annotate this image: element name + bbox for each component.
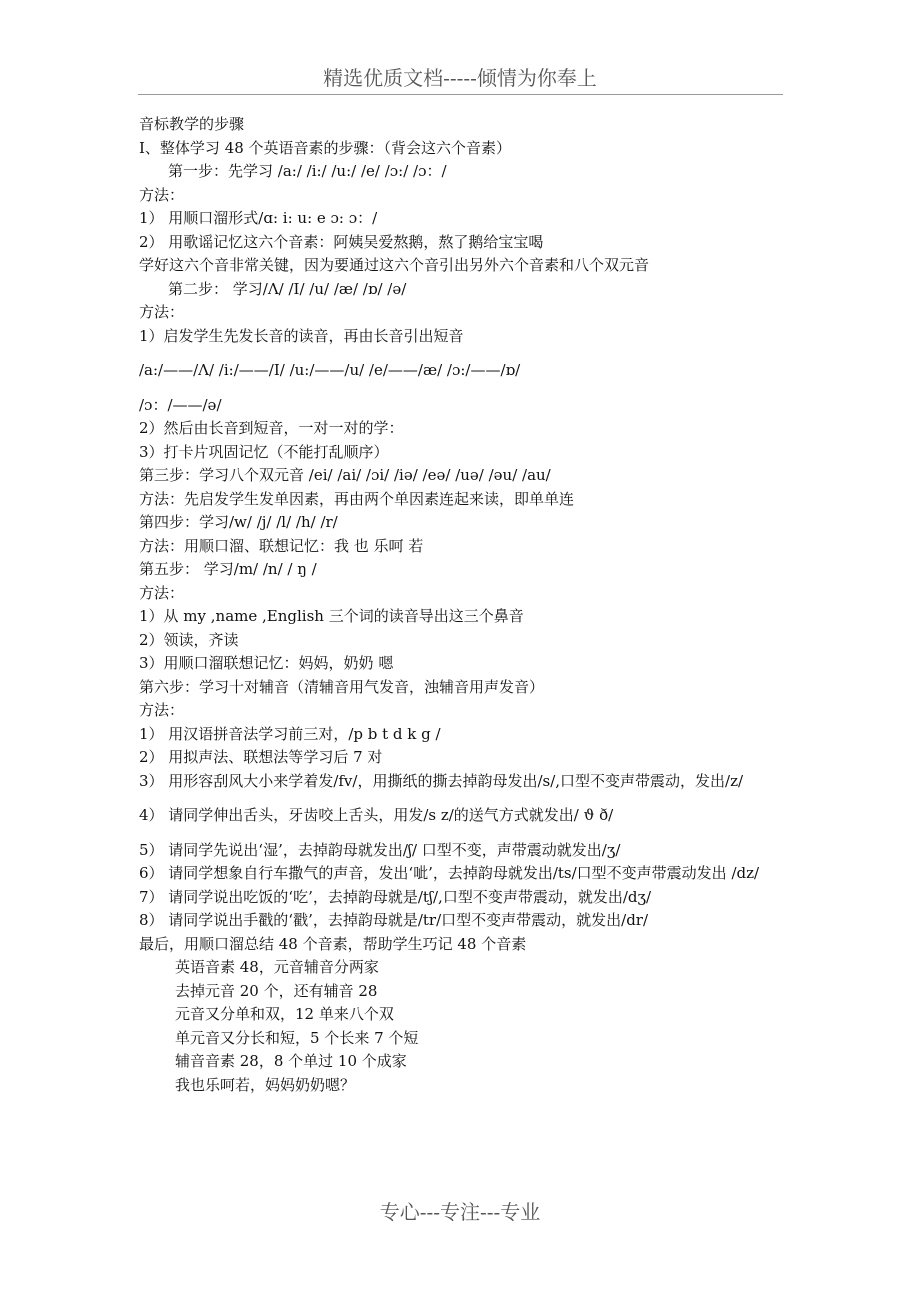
step-4-heading: 第四步：学习/w/ /j/ /l/ /h/ /r/ bbox=[139, 513, 338, 531]
text-line: 方法：用顺口溜、联想记忆：我 也 乐呵 若 bbox=[139, 536, 424, 555]
header-divider bbox=[138, 94, 783, 95]
text-line: 方法： bbox=[139, 185, 185, 204]
rhyme-line: 我也乐呵若，妈妈奶奶嗯？ bbox=[175, 1075, 356, 1094]
text-paragraph: 3） 用形容刮风大小来学着发/fv/，用撕纸的撕去掉韵母发出/s/,口型不变声带震动，发出/z/ bbox=[139, 771, 744, 790]
text-line: 2）领读，齐读 bbox=[139, 630, 239, 649]
phoneme-pairs-line: /a:/——/Λ/ /i:/——/I/ /u:/——/u/ /e/——/æ/ /ɔ:/——/ɒ/ bbox=[139, 361, 521, 379]
text-line: 2）然后由长音到短音，一对一对的学： bbox=[139, 419, 404, 437]
section-heading: Ⅰ、整体学习 48 个英语音素的步骤：（背会这六个音素） bbox=[139, 138, 512, 157]
rhyme-line: 元音又分单和双，12 单来八个双 bbox=[175, 1005, 394, 1023]
text-line: 3）用顺口溜联想记忆：妈妈，奶奶 嗯 bbox=[139, 654, 394, 672]
phoneme-pairs-line: /ɔ：/——/ə/ bbox=[139, 395, 222, 414]
text-line: 1） 用顺口溜形式/ɑ: i: u: e ɔ: ɔ：/ bbox=[139, 209, 378, 227]
text-line: 方法：先启发学生发单因素，再由两个单因素连起来读，即单单连 bbox=[139, 489, 575, 508]
text-line: 8） 请同学说出手戳的‘戳’，去掉韵母就是/tr/口型不变声带震动，就发出/dr/ bbox=[139, 911, 649, 929]
doc-title: 音标教学的步骤 bbox=[139, 115, 245, 133]
step-1-heading: 第一步：先学习 /a:/ /i:/ /u:/ /e/ /ɔ:/ /ɔ：/ bbox=[168, 162, 447, 180]
text-line: 方法： bbox=[139, 583, 185, 602]
text-line: 1） 用汉语拼音法学习前三对，/p b t d k g / bbox=[139, 724, 441, 743]
rhyme-line: 辅音音素 28，8 个单过 10 个成家 bbox=[175, 1052, 407, 1070]
document-body bbox=[139, 113, 784, 1097]
step-2-heading: 第二步： 学习/Λ/ /I/ /u/ /æ/ /ɒ/ /ə/ bbox=[168, 279, 407, 298]
text-line: 4） 请同学伸出舌头，牙齿咬上舌头，用发/s z/的送气方式就发出/ ϑ ð/ bbox=[139, 806, 614, 824]
text-paragraph: 6） 请同学想象自行车撒气的声音，发出‘呲’，去掉韵母就发出/ts/口型不变声带震动发出 /dz/ bbox=[139, 864, 760, 882]
step-3-heading: 第三步：学习八个双元音 /ei/ /ai/ /ɔi/ /iə/ /eə/ /uə/ /əu/ /au/ bbox=[139, 466, 551, 484]
summary-heading: 最后，用顺口溜总结 48 个音素，帮助学生巧记 48 个音素 bbox=[139, 934, 527, 953]
rhyme-line: 去掉元音 20 个，还有辅音 28 bbox=[175, 981, 378, 1000]
text-line: 学好这六个音非常关键，因为要通过这六个音引出另外六个音素和八个双元音 bbox=[139, 256, 650, 274]
text-line: 1）从 my ,name ,English 三个词的读音导出这三个鼻音 bbox=[139, 607, 524, 625]
rhyme-line: 单元音又分长和短，5 个长来 7 个短 bbox=[175, 1028, 419, 1047]
text-line: 方法： bbox=[139, 303, 185, 321]
page-footer: 专心---专注---专业 bbox=[379, 1200, 541, 1224]
text-line: 2） 用拟声法、联想法等学习后 7 对 bbox=[139, 748, 383, 766]
text-line: 7） 请同学说出吃饭的‘吃’，去掉韵母就是/tʃ/,口型不变声带震动，就发出/dʒ/ bbox=[139, 887, 652, 906]
text-line: 方法： bbox=[139, 701, 185, 719]
text-line: 2） 用歌谣记忆这六个音素：阿姨吴爱熬鹅，熬了鹅给宝宝喝 bbox=[139, 232, 544, 251]
step-6-heading: 第六步：学习十对辅音（清辅音用气发音，浊辅音用声发音） bbox=[139, 677, 545, 696]
page-header: 精选优质文档-----倾情为你奉上 bbox=[323, 66, 597, 90]
step-5-heading: 第五步： 学习/m/ /n/ / ŋ / bbox=[139, 560, 317, 578]
text-line: 5） 请同学先说出‘湿’，去掉韵母就发出/ʃ/ 口型不变，声带震动就发出/ʒ/ bbox=[139, 840, 621, 859]
text-line: 3）打卡片巩固记忆（不能打乱顺序） bbox=[139, 442, 389, 461]
text-line: 1）启发学生先发长音的读音，再由长音引出短音 bbox=[139, 326, 464, 345]
rhyme-line: 英语音素 48，元音辅音分两家 bbox=[175, 958, 379, 976]
